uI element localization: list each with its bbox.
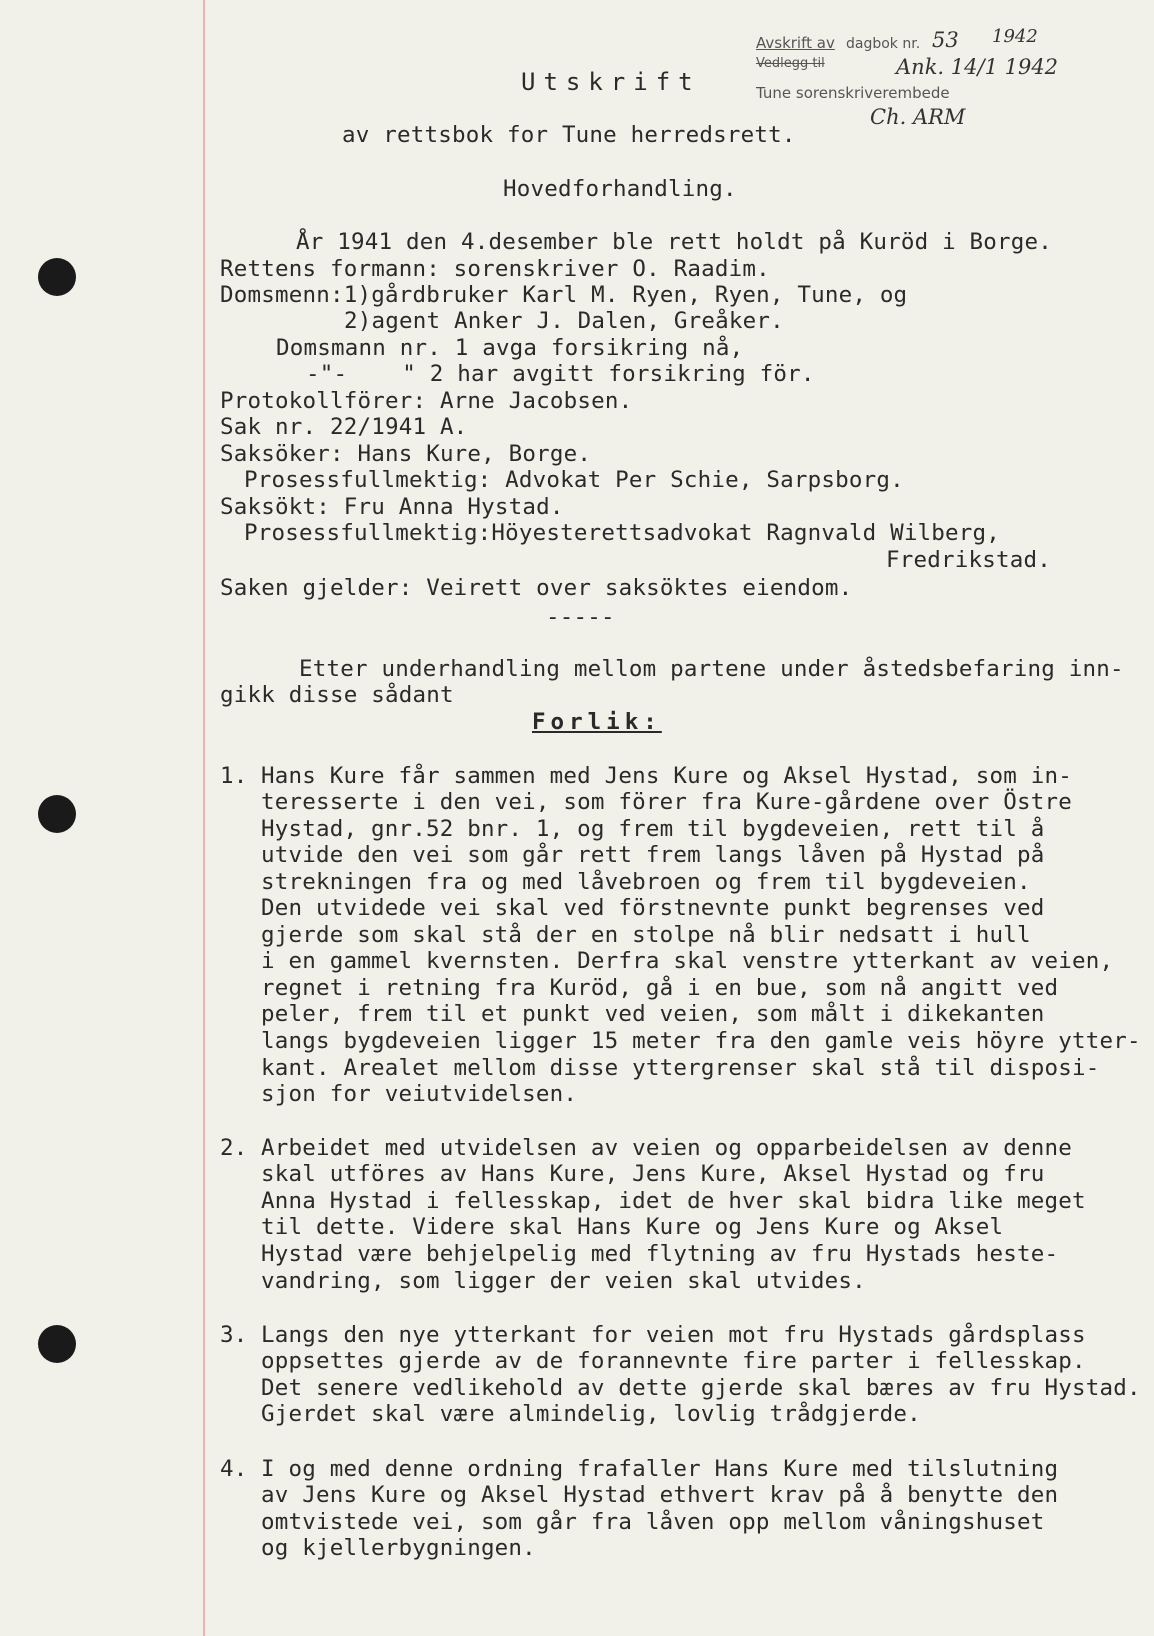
item-line: Hystad være behjelpelig med flytning av fru Hystads heste- <box>261 1241 1059 1267</box>
header-line: Saksöker: Hans Kure, Borge. <box>220 441 592 467</box>
intro-line: gikk disse sådant <box>220 682 454 708</box>
margin-rule <box>203 0 205 1636</box>
item-number: 1. <box>220 763 248 789</box>
item-line: strekningen fra og med låvebroen og frem til bygdeveien. <box>261 869 1031 895</box>
handwritten-number: 53 <box>932 28 959 52</box>
item-line: skal utföres av Hans Kure, Jens Kure, Aksel Hystad og fru <box>261 1161 1045 1187</box>
item-line: I og med denne ordning frafaller Hans Kure med tilslutning <box>261 1456 1059 1482</box>
item-line: teresserte i den vei, som förer fra Kure-gårdene over Östre <box>261 789 1073 815</box>
header-line: Saksökt: Fru Anna Hystad. <box>220 494 564 520</box>
header-line: -"- " 2 har avgitt forsikring för. <box>306 361 815 387</box>
item-line: og kjellerbygningen. <box>261 1535 536 1561</box>
item-line: Hans Kure får sammen med Jens Kure og Aksel Hystad, som in- <box>261 763 1073 789</box>
item-line: regnet i retning fra Kuröd, gå i en bue, som nå angitt ved <box>261 975 1059 1001</box>
item-line: utvide den vei som går rett frem langs låven på Hystad på <box>261 842 1045 868</box>
item-line: Langs den nye ytterkant for veien mot fru Hystads gårdsplass <box>261 1322 1086 1348</box>
intro-line: Etter underhandling mellom partene under åstedsbefaring inn- <box>299 656 1124 682</box>
stamp-avskrift: Avskrift av <box>756 34 835 52</box>
item-number: 2. <box>220 1135 248 1161</box>
item-line: oppsettes gjerde av de forannevnte fire parter i fellesskap. <box>261 1348 1086 1374</box>
punch-hole <box>38 258 76 296</box>
handwritten-signature: Ch. ARM <box>870 105 966 129</box>
section-heading: Hovedforhandling. <box>503 176 737 202</box>
header-line: Prosessfullmektig: Advokat Per Schie, Sarpsborg. <box>244 467 904 493</box>
item-number: 4. <box>220 1456 248 1482</box>
handwritten-date: Ank. 14/1 1942 <box>896 55 1059 79</box>
item-line: i en gammel kvernsten. Derfra skal venstre ytterkant av veien, <box>261 948 1114 974</box>
item-line: Det senere vedlikehold av dette gjerde skal bæres av fru Hystad. <box>261 1375 1141 1401</box>
punch-hole <box>38 1325 76 1363</box>
item-line: til dette. Videre skal Hans Kure og Jens Kure og Aksel <box>261 1214 1004 1240</box>
header-line: Saken gjelder: Veirett over saksöktes eiendom. <box>220 575 853 601</box>
document-subtitle: av rettsbok for Tune herredsrett. <box>342 122 796 148</box>
handwritten-year: 1942 <box>992 26 1038 47</box>
document-title: Utskrift <box>521 68 701 96</box>
item-line: Den utvidede vei skal ved förstnevnte punkt begrenses ved <box>261 895 1045 921</box>
header-line: Rettens formann: sorenskriver O. Raadim. <box>220 256 770 282</box>
header-line: Protokollförer: Arne Jacobsen. <box>220 388 633 414</box>
item-line: av Jens Kure og Aksel Hystad ethvert krav på å benytte den <box>261 1482 1059 1508</box>
header-line: År 1941 den 4.desember ble rett holdt på Kuröd i Borge. <box>296 229 1053 255</box>
stamp-dagbok: dagbok nr. <box>846 36 921 52</box>
item-line: peler, frem til et punkt ved veien, som målt i dikekanten <box>261 1001 1045 1027</box>
item-line: omtvistede vei, som går fra låven opp mellom våningshuset <box>261 1509 1045 1535</box>
header-line: Fredrikstad. <box>886 547 1051 573</box>
item-line: sjon for veiutvidelsen. <box>261 1081 578 1107</box>
header-line: 2)agent Anker J. Dalen, Greåker. <box>344 308 784 334</box>
header-line: Domsmann nr. 1 avga forsikring nå, <box>276 335 744 361</box>
item-line: gjerde som skal stå der en stolpe nå blir nedsatt i hull <box>261 922 1031 948</box>
item-line: vandring, som ligger der veien skal utvides. <box>261 1268 866 1294</box>
item-line: Gjerdet skal være almindelig, lovlig trådgjerde. <box>261 1401 921 1427</box>
item-line: Anna Hystad i fellesskap, idet de hver skal bidra like meget <box>261 1188 1086 1214</box>
forlik-heading: Forlik: <box>532 709 662 735</box>
item-line: Hystad, gnr.52 bnr. 1, og frem til bygdeveien, rett til å <box>261 816 1045 842</box>
stamp-office: Tune sorenskriverembede <box>756 84 950 102</box>
header-line: Sak nr. 22/1941 A. <box>220 414 468 440</box>
item-line: langs bygdeveien ligger 15 meter fra den gamle veis höyre ytter- <box>261 1028 1141 1054</box>
item-line: kant. Arealet mellom disse yttergrenser skal stå til disposi- <box>261 1055 1100 1081</box>
punch-hole <box>38 795 76 833</box>
header-line: Domsmenn:1)gårdbruker Karl M. Ryen, Ryen, Tune, og <box>220 282 908 308</box>
item-number: 3. <box>220 1322 248 1348</box>
separator: ----- <box>546 604 615 630</box>
stamp-vedlegg: Vedlegg til <box>756 56 825 71</box>
header-line: Prosessfullmektig:Höyesterettsadvokat Ragnvald Wilberg, <box>244 520 1001 546</box>
item-line: Arbeidet med utvidelsen av veien og opparbeidelsen av denne <box>261 1135 1073 1161</box>
